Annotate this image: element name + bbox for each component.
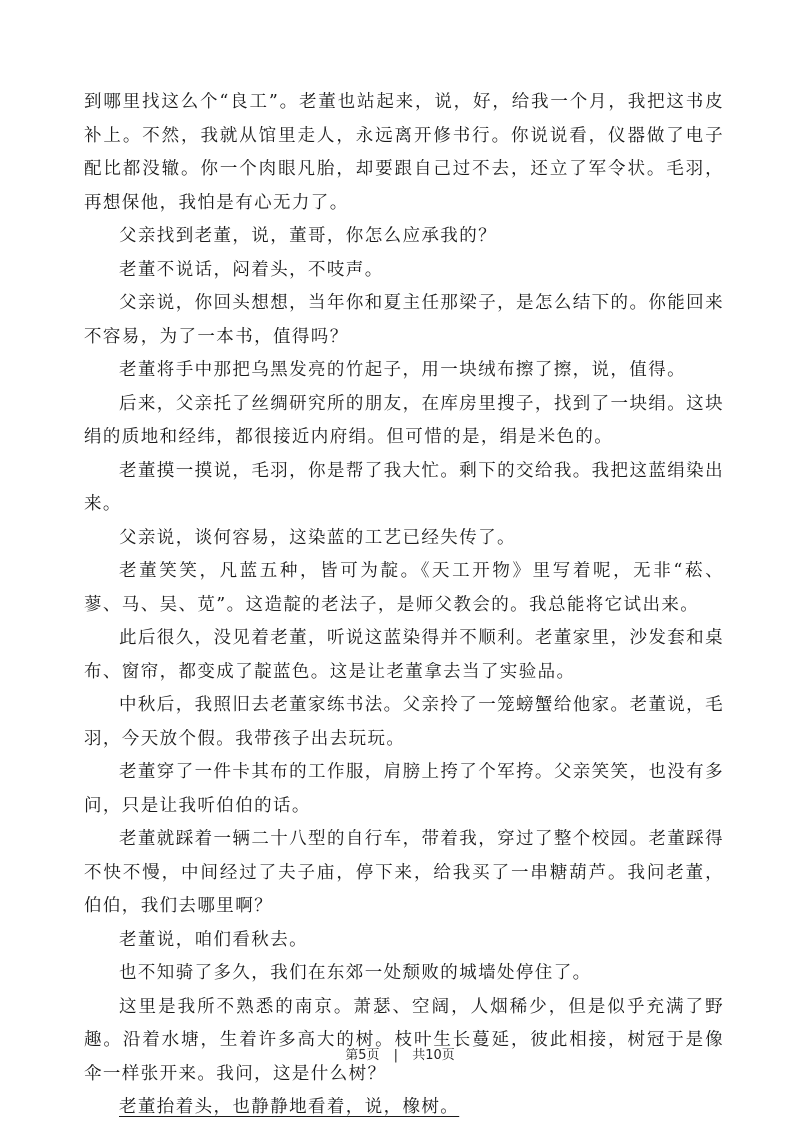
paragraph-3: 老董不说话，闷着头，不吱声。 (119, 259, 384, 280)
paragraph-13: 老董就踩着一辆二十八型的自行车，带着我，穿过了整个校园。老董踩得不快不慢，中间经过了夫子庙，停下来，给我买了一串糖葫芦。我问老董，伯伯，我们去哪里啊？ (84, 829, 724, 916)
paragraph-8: 父亲说，谈何容易，这染蓝的工艺已经失传了。 (119, 527, 516, 548)
footer-separator: | (393, 1048, 399, 1063)
document-body (84, 86, 724, 1125)
paragraph-6: 后来，父亲托了丝绸研究所的朋友，在库房里搜子，找到了一块绢。这块绢的质地和经纬，都很接近内府绢。但可惜的是，绢是米色的。 (84, 393, 724, 447)
paragraph-4: 父亲说，你回头想想，当年你和夏主任那梁子，是怎么结下的。你能回来不容易，为了一本书，值得吗？ (84, 293, 724, 347)
paragraph-7: 老董摸一摸说，毛羽，你是帮了我大忙。剩下的交给我。我把这蓝绢染出来。 (84, 460, 724, 514)
paragraph-16: 这里是我所不熟悉的南京。萧瑟、空阔，人烟稀少，但是似乎充满了野趣。沿着水塘，生着许多高大的树。枝叶生长蔓延，彼此相接，树冠于是像伞一样张开来。我问，这是什么树？ (84, 996, 724, 1084)
paragraph-1: 到哪里找这么个“良工”。老董也站起来，说，好，给我一个月，我把这书皮补上。不然，我就从馆里走人，永远离开修书行。你说说看，仪器做了电子配比都没辙。你一个肉眼凡胎，却要跟自己过不去，还立了军令状。毛羽，再想保他，我怕是有心无力了。 (84, 92, 724, 213)
paragraph-5: 老董将手中那把乌黑发亮的竹起子，用一块绒布擦了擦，说，值得。 (119, 360, 686, 380)
page-number: 第5页 (345, 1048, 380, 1063)
paragraph-17-underlined: 老董抬着头，也静静地看着，说，橡树。 (119, 1097, 460, 1117)
paragraph-9: 老董笑笑，凡蓝五种，皆可为靛。《天工开物》里写着呢，无非“菘、蓼、马、吴、苋”。这造靛的老法子，是师父教会的。我总能将它试出来。 (84, 561, 724, 615)
paragraph-11: 中秋后，我照旧去老董家练书法。父亲拎了一笼螃蟹给他家。老董说，毛羽，今天放个假。我带孩子出去玩玩。 (84, 695, 724, 749)
paragraph-14: 老董说，咱们看秋去。 (119, 929, 308, 950)
paragraph-2: 父亲找到老董，说，董哥，你怎么应承我的？ (119, 226, 497, 246)
paragraph-12: 老董穿了一件卡其布的工作服，肩膀上挎了个军挎。父亲笑笑，也没有多问，只是让我听伯伯的话。 (84, 762, 724, 816)
page-footer (0, 1044, 800, 1063)
page-total: 共10页 (412, 1048, 455, 1063)
paragraph-10: 此后很久，没见着老董，听说这蓝染得并不顺利。老董家里，沙发套和桌布、窗帘，都变成了靛蓝色。这是让老董拿去当了实验品。 (84, 628, 724, 682)
paragraph-15: 也不知骑了多久，我们在东郊一处颓败的城墙处停住了。 (119, 963, 592, 983)
